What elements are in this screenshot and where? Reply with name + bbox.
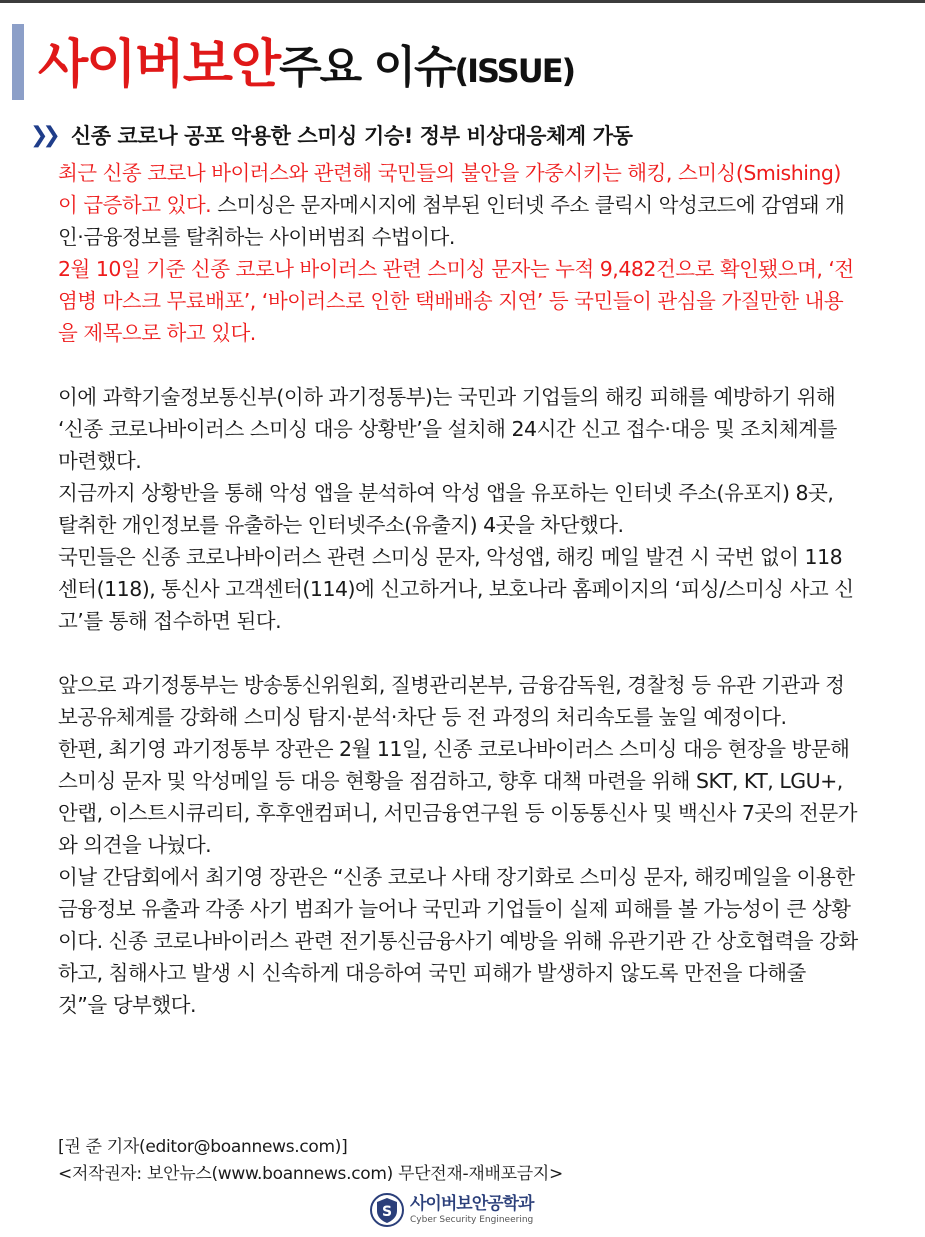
article-credit (58, 1134, 563, 1188)
title-main: 주요 이슈 (279, 42, 455, 93)
article-body (58, 157, 858, 1021)
paragraph: 한편, 최기영 과기정통부 장관은 2월 11일, 신종 코로나바이러스 스미싱 대응 현장을 방문해 스미싱 문자 및 악성메일 등 대응 현황을 점검하고, 향후 대책 마련을 위해 SKT, KT, LGU+, 안랩, 이스트시큐리티, 후후앤컴퍼니, 서민금융연구원 등 이동통신사 및 백신사 7곳의 전문가와 의견을 나눴다. (58, 737, 857, 857)
logo-name-korean: 사이버보안공학과 (410, 1193, 534, 1214)
department-logo (370, 1190, 533, 1230)
title-accent-bar (12, 24, 24, 100)
shield-s-emblem-icon (370, 1190, 404, 1230)
title-suffix: (ISSUE) (454, 52, 575, 90)
paragraph: 지금까지 상황반을 통해 악성 앱을 분석하여 악성 앱을 유포하는 인터넷 주소(유포지) 8곳, 탈취한 개인정보를 유출하는 인터넷주소(유출지) 4곳을 차단했다. (58, 481, 834, 537)
highlight-text: 2월 10일 기준 신종 코로나 바이러스 관련 스미싱 문자는 누적 9,482건으로 확인됐으며, ‘전염병 마스크 무료배포’, ‘바이러스로 인한 택배배송 지연’ 등 국민들이 관심을 가질만한 내용을 제목으로 하고 있다. (58, 257, 854, 345)
page-title (38, 22, 574, 102)
paragraph: 국민들은 신종 코로나바이러스 관련 스미싱 문자, 악성앱, 해킹 메일 발견 시 국번 없이 118센터(118), 통신사 고객센터(114)에 신고하거나, 보호나라 홈페이지의 ‘피싱/스미싱 사고 신고’를 통해 접수하면 된다. (58, 545, 854, 633)
paragraph: 이날 간담회에서 최기영 장관은 “신종 코로나 사태 장기화로 스미싱 문자, 해킹메일을 이용한 금융정보 유출과 각종 사기 범죄가 늘어나 국민과 기업들이 실제 피해를 볼 가능성이 큰 상황이다. 신종 코로나바이러스 관련 전기통신금융사기 예방을 위해 유관기관 간 상호협력을 강화하고, 침해사고 발생 시 신속하게 대응하여 국민 피해가 발생하지 않도록 만전을 다해줄 것”을 당부했다. (58, 865, 858, 1017)
logo-name-english: Cyber Security Engineering (410, 1214, 534, 1225)
paragraph-text: 스미싱은 문자메시지에 첨부된 인터넷 주소 클릭시 악성코드에 감염돼 개인·금융정보를 탈취하는 사이버범죄 수법이다. (58, 193, 845, 249)
paragraph: 이에 과학기술정보통신부(이하 과기정통부)는 국민과 기업들의 해킹 피해를 예방하기 위해 ‘신종 코로나바이러스 스미싱 대응 상황반’을 설치해 24시간 신고 접수·대응 및 조치체계를 마련했다. (58, 385, 837, 473)
title-highlight: 사이버보안 (38, 35, 280, 95)
paragraph (58, 157, 858, 253)
highlight-text: 최근 신종 코로나 바이러스와 관련해 국민들의 불안을 가중시키는 해킹, 스미싱(Smishing)이 급증하고 있다. (58, 161, 841, 217)
paragraph (58, 253, 858, 349)
top-rule (0, 0, 925, 3)
paragraph-gap (58, 637, 858, 669)
paragraph: 앞으로 과기정통부는 방송통신위원회, 질병관리본부, 금융감독원, 경찰청 등 유관 기관과 정보공유체계를 강화해 스미싱 탐지·분석·차단 등 전 과정의 처리속도를 높일 예정이다. (58, 673, 845, 729)
article-headline (30, 120, 633, 150)
copyright-line: <저작권자: 보안뉴스(www.boannews.com) 무단전재-재배포금지> (58, 1164, 563, 1184)
paragraph-gap (58, 349, 858, 381)
headline-text: 신종 코로나 공포 악용한 스미싱 기승! 정부 비상대응체계 가동 (70, 124, 633, 148)
svg-text:S: S (381, 1204, 393, 1220)
double-chevron-icon: ❯❯ (30, 122, 55, 148)
author-line: [권 준 기자(editor@boannews.com)] (58, 1137, 348, 1157)
